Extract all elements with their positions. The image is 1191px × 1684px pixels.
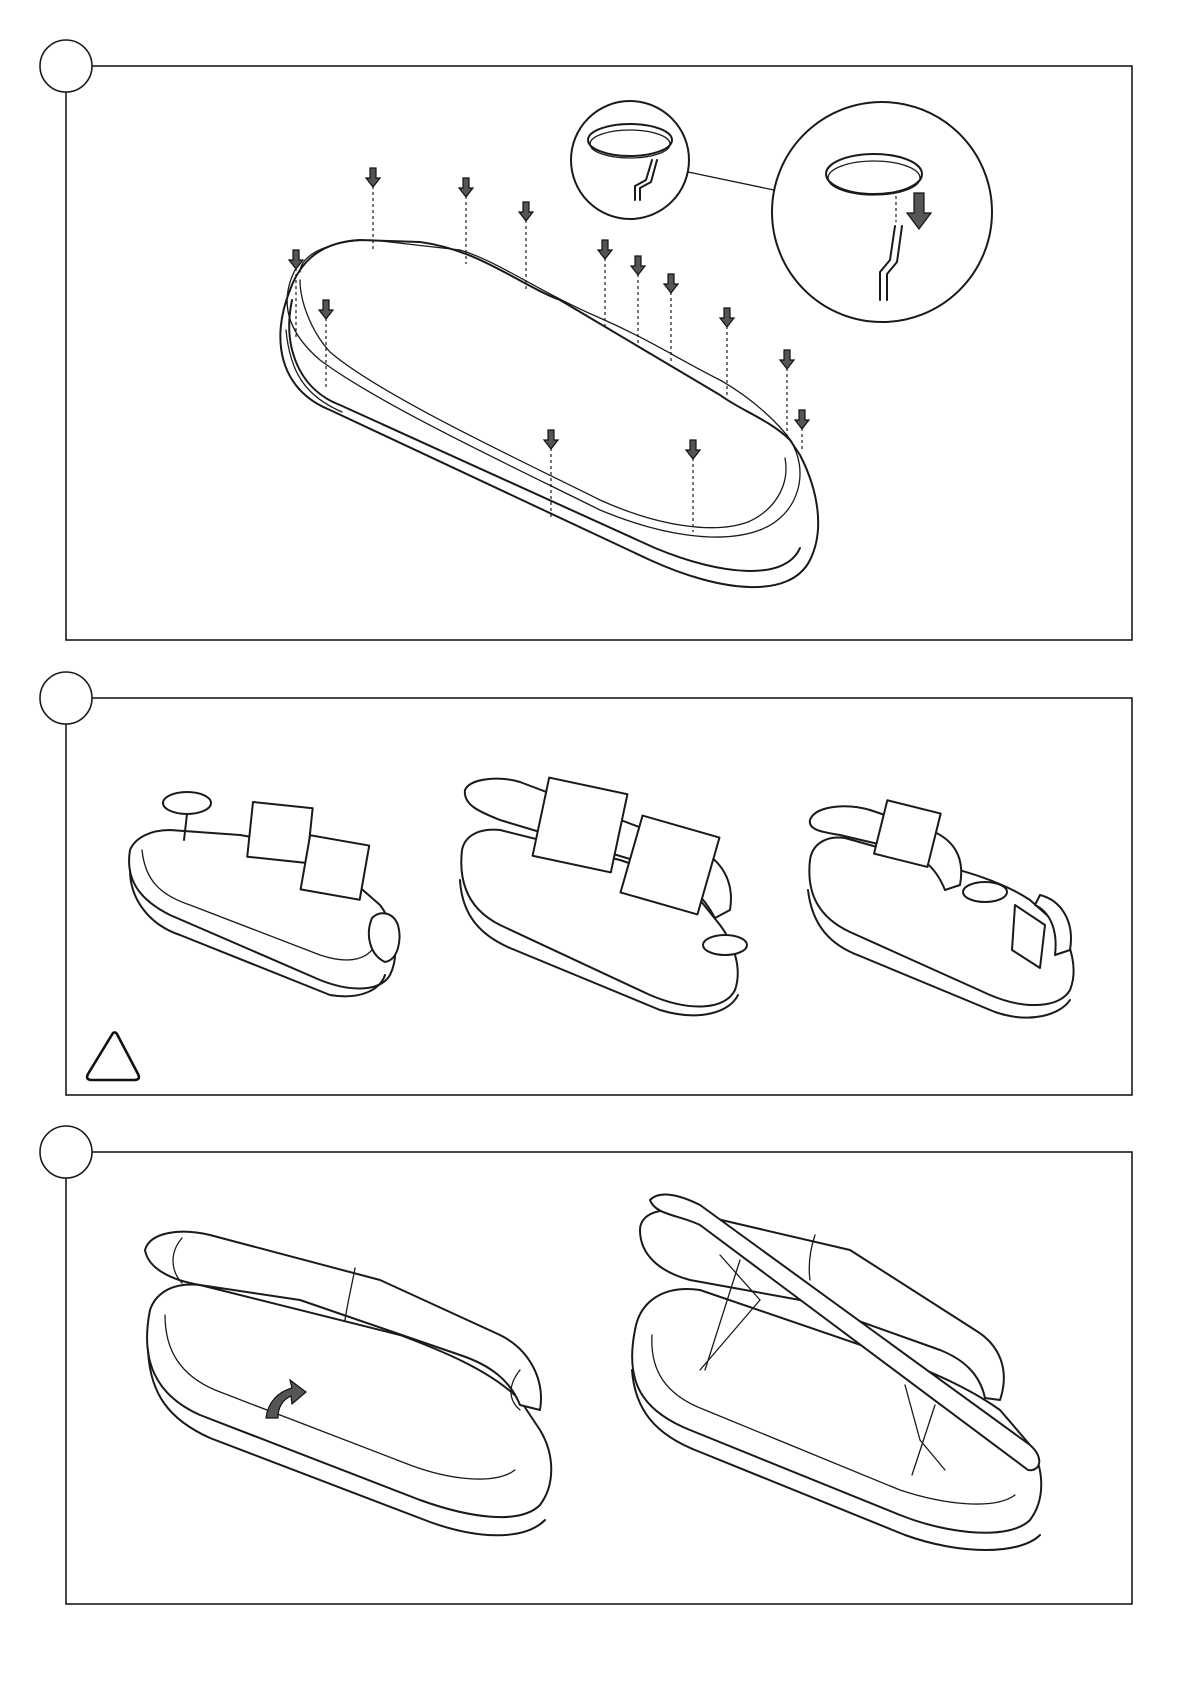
sofa-variant-1	[129, 792, 399, 996]
sofa-variant-3	[808, 800, 1074, 1017]
down-arrow-icon	[907, 193, 931, 229]
sofa-variant-2	[460, 778, 747, 1016]
step-panel-3	[40, 1126, 1132, 1604]
fastening-arrow-icon	[664, 274, 678, 362]
fastening-arrow-icon	[631, 256, 645, 346]
fastening-arrow-icon	[598, 240, 612, 326]
callout-connector	[688, 172, 774, 190]
fastening-arrow-icon	[795, 410, 809, 450]
step-number-badge-2	[40, 672, 92, 724]
detail-callout-small	[571, 101, 689, 219]
step-number-badge-1	[40, 40, 92, 92]
sofa-closed-view	[145, 1232, 551, 1536]
fastening-arrow-icon	[459, 178, 473, 264]
fastening-arrow-icon	[720, 308, 734, 396]
step-panel-2	[40, 672, 1132, 1095]
fastening-arrow-icon	[519, 202, 533, 290]
warning-triangle-icon	[87, 1032, 139, 1080]
sofa-storage-open-view	[632, 1195, 1041, 1550]
step-number-badge-3	[40, 1126, 92, 1178]
fastening-arrow-icon	[780, 350, 794, 438]
sofa-base	[280, 240, 818, 587]
step-panel-1	[40, 40, 1132, 640]
detail-callout-large	[772, 102, 992, 322]
